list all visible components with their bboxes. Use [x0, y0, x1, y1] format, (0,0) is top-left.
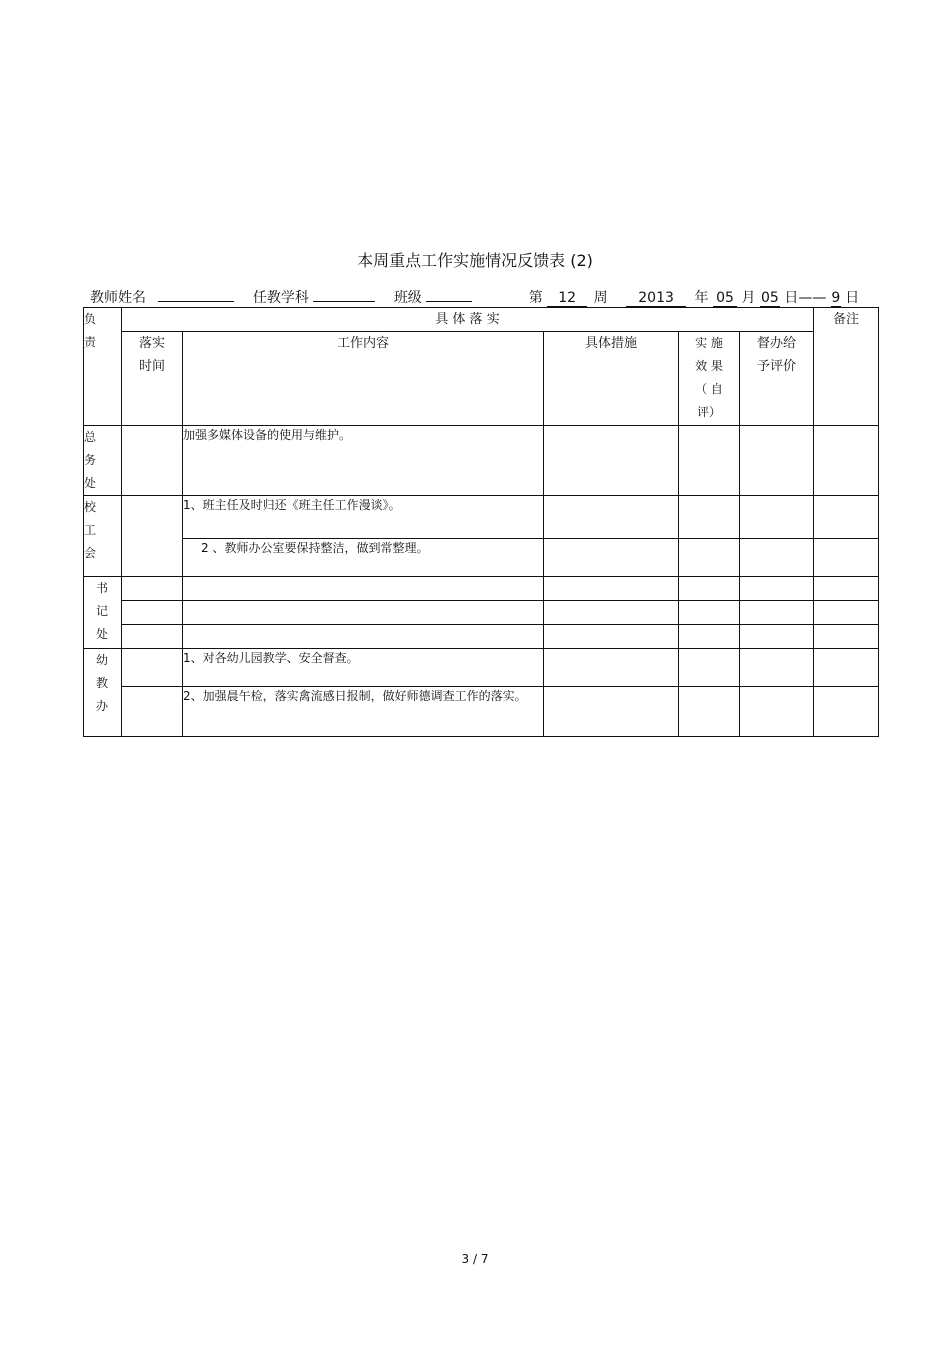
- year-value: 2013: [626, 290, 686, 307]
- year-label: 年: [694, 290, 709, 306]
- content-cell: [183, 577, 544, 601]
- subject-label: 任教学科: [252, 290, 309, 306]
- supervise-cell: [740, 625, 814, 649]
- day-value: 05: [760, 290, 779, 306]
- remarks-cell: [814, 625, 879, 649]
- time-cell: [122, 625, 183, 649]
- teacher-name-field: [158, 285, 234, 302]
- time-header: 落实 时间: [122, 332, 183, 426]
- supervise-cell: [740, 577, 814, 601]
- time-cell: [122, 496, 183, 577]
- effect-cell: [679, 601, 740, 625]
- remarks-cell: [814, 539, 879, 577]
- week-value: 12: [547, 290, 587, 307]
- day-label: 日——: [784, 290, 827, 306]
- remarks-cell: [814, 687, 879, 737]
- class-label: 班级: [393, 290, 422, 306]
- supervise-header: 督办给 予评价: [740, 332, 814, 426]
- week-prefix: 第: [528, 290, 543, 306]
- supervise-cell: [740, 426, 814, 496]
- supervise-cell: [740, 539, 814, 577]
- content-cell: 1、对各幼儿园教学、安全督查。: [183, 649, 544, 687]
- measures-cell: [544, 496, 679, 539]
- page-number: 3 / 7: [461, 1252, 489, 1266]
- measures-header: 具体措施: [544, 332, 679, 426]
- effect-cell: [679, 649, 740, 687]
- class-field: [426, 285, 472, 302]
- measures-cell: [544, 539, 679, 577]
- month-label: 月: [741, 290, 756, 306]
- effect-cell: [679, 539, 740, 577]
- week-suffix: 周: [593, 290, 608, 306]
- content-cell: 2 、教师办公室要保持整洁，做到常整理。: [183, 539, 544, 577]
- measures-cell: [544, 625, 679, 649]
- time-cell: [122, 601, 183, 625]
- content-header: 工作内容: [183, 332, 544, 426]
- dept-cell: 书 记 处: [84, 577, 122, 649]
- remarks-cell: [814, 601, 879, 625]
- owner-header: 负 责: [84, 308, 122, 426]
- dept-cell: 幼 教 办: [84, 649, 122, 737]
- page-title: 本周重点工作实施情况反馈表 (2): [357, 251, 593, 270]
- content-cell: 2、加强晨午检，落实禽流感日报制，做好师德调查工作的落实。: [183, 687, 544, 737]
- content-cell: [183, 601, 544, 625]
- subject-field: [313, 285, 375, 302]
- time-cell: [122, 687, 183, 737]
- time-cell: [122, 426, 183, 496]
- measures-cell: [544, 649, 679, 687]
- feedback-table: [83, 307, 879, 737]
- info-line: [90, 285, 859, 307]
- content-cell: 加强多媒体设备的使用与维护。: [183, 426, 544, 496]
- supervise-cell: [740, 496, 814, 539]
- time-cell: [122, 649, 183, 687]
- effect-cell: [679, 687, 740, 737]
- effect-cell: [679, 625, 740, 649]
- teacher-label: 教师姓名: [90, 290, 146, 306]
- content-cell: 1、班主任及时归还《班主任工作漫谈》。: [183, 496, 544, 539]
- measures-cell: [544, 601, 679, 625]
- effect-cell: [679, 496, 740, 539]
- effect-header: 实 施 效 果 （ 自 评）: [679, 332, 740, 426]
- measures-cell: [544, 687, 679, 737]
- dept-cell: 校 工 会: [84, 496, 122, 577]
- supervise-cell: [740, 649, 814, 687]
- remarks-cell: [814, 577, 879, 601]
- effect-cell: [679, 426, 740, 496]
- measures-cell: [544, 426, 679, 496]
- remarks-cell: [814, 496, 879, 539]
- dept-cell: 总 务 处: [84, 426, 122, 496]
- measures-cell: [544, 577, 679, 601]
- end-day-value: 9: [831, 290, 841, 306]
- remarks-cell: [814, 426, 879, 496]
- effect-cell: [679, 577, 740, 601]
- end-day-label: 日: [845, 290, 860, 306]
- supervise-cell: [740, 687, 814, 737]
- month-value: 05: [713, 290, 737, 307]
- remarks-header: 备注: [814, 308, 879, 426]
- supervise-cell: [740, 601, 814, 625]
- remarks-cell: [814, 649, 879, 687]
- group-header: 具 体 落 实: [122, 308, 814, 332]
- time-cell: [122, 577, 183, 601]
- content-cell: [183, 625, 544, 649]
